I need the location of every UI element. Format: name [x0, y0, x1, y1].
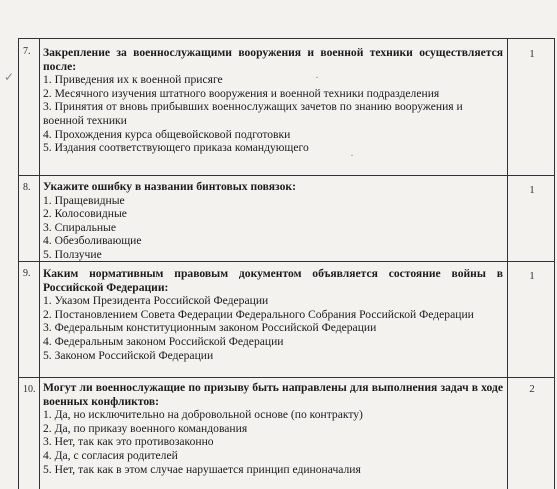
question-number: 7. — [23, 46, 31, 57]
question-body — [43, 46, 503, 155]
answer-option: 5. Нет, так как в этом случае нарушается принцип единоначалия — [43, 462, 361, 476]
questions-table — [18, 38, 555, 489]
answer-option: 1. Указом Президента Российской Федерации — [43, 294, 269, 308]
question-number: 8. — [23, 182, 31, 193]
answer-option: 3. Принятия от вновь прибывших военнослужащих зачетов по знанию вооружения и военной техники — [43, 100, 463, 127]
row-divider — [19, 377, 555, 378]
pencil-checkmark-icon: ✓ — [4, 70, 15, 84]
answer-option: 5. Ползучие — [43, 247, 102, 261]
question-title: Закрепление за военнослужащими вооружения и военной техники осуществляется после: — [43, 46, 503, 73]
column-divider — [39, 39, 40, 489]
answer-option: 3. Федеральным конституционным законом Российской Федерации — [43, 321, 377, 335]
question-body — [43, 267, 503, 362]
answer-option: 4. Да, с согласия родителей — [43, 448, 178, 462]
question-body — [43, 381, 503, 476]
points-value: 1 — [529, 48, 535, 60]
answer-option: 4. Прохождения курса общевойсковой подготовки — [43, 127, 291, 141]
question-title: Каким нормативным правовым документом объявляется состояние войны в Российской Федерации: — [43, 267, 503, 294]
answer-option: 5. Издания соответствующего приказа командующего — [43, 141, 309, 155]
question-title: Укажите ошибку в названии бинтовых повязок: — [43, 180, 296, 193]
column-divider — [554, 39, 555, 489]
answer-option: 1. Приведения их к военной присяге — [43, 73, 223, 87]
answer-option: 2. Колосовидные — [43, 207, 127, 221]
column-divider — [507, 39, 508, 489]
answer-option: 1. Пращевидные — [43, 193, 125, 207]
points-value: 1 — [529, 270, 535, 282]
answer-option: 1. Да, но исключительно на добровольной основе (по контракту) — [43, 408, 363, 422]
answer-option: 4. Обезболивающие — [43, 234, 142, 248]
question-number: 9. — [23, 268, 31, 279]
scan-speck-icon: · — [350, 148, 354, 162]
points-value: 2 — [529, 383, 535, 395]
answer-option: 2. Постановлением Совета Федерации Федерального Собрания Российской Федерации — [43, 307, 474, 321]
answer-option: 2. Месячного изучения штатного вооружения и военной техники подразделения — [43, 86, 440, 100]
question-body — [43, 180, 503, 262]
answer-option: 4. Федеральным законом Российской Федерации — [43, 334, 284, 348]
question-number: 10. — [23, 384, 36, 395]
points-value: 1 — [529, 184, 535, 196]
answer-option: 5. Законом Российской Федерации — [43, 348, 214, 362]
answer-option: 2. Да, по приказу военного командования — [43, 421, 248, 435]
scan-speck-icon: · — [315, 70, 319, 84]
row-divider — [19, 175, 555, 176]
answer-option: 3. Нет, так как это противозаконно — [43, 435, 214, 449]
question-title: Могут ли военнослужащие по призыву быть направлены для выполнения задач в ходе военных конфликтов: — [43, 381, 503, 408]
answer-option: 3. Спиральные — [43, 220, 116, 234]
